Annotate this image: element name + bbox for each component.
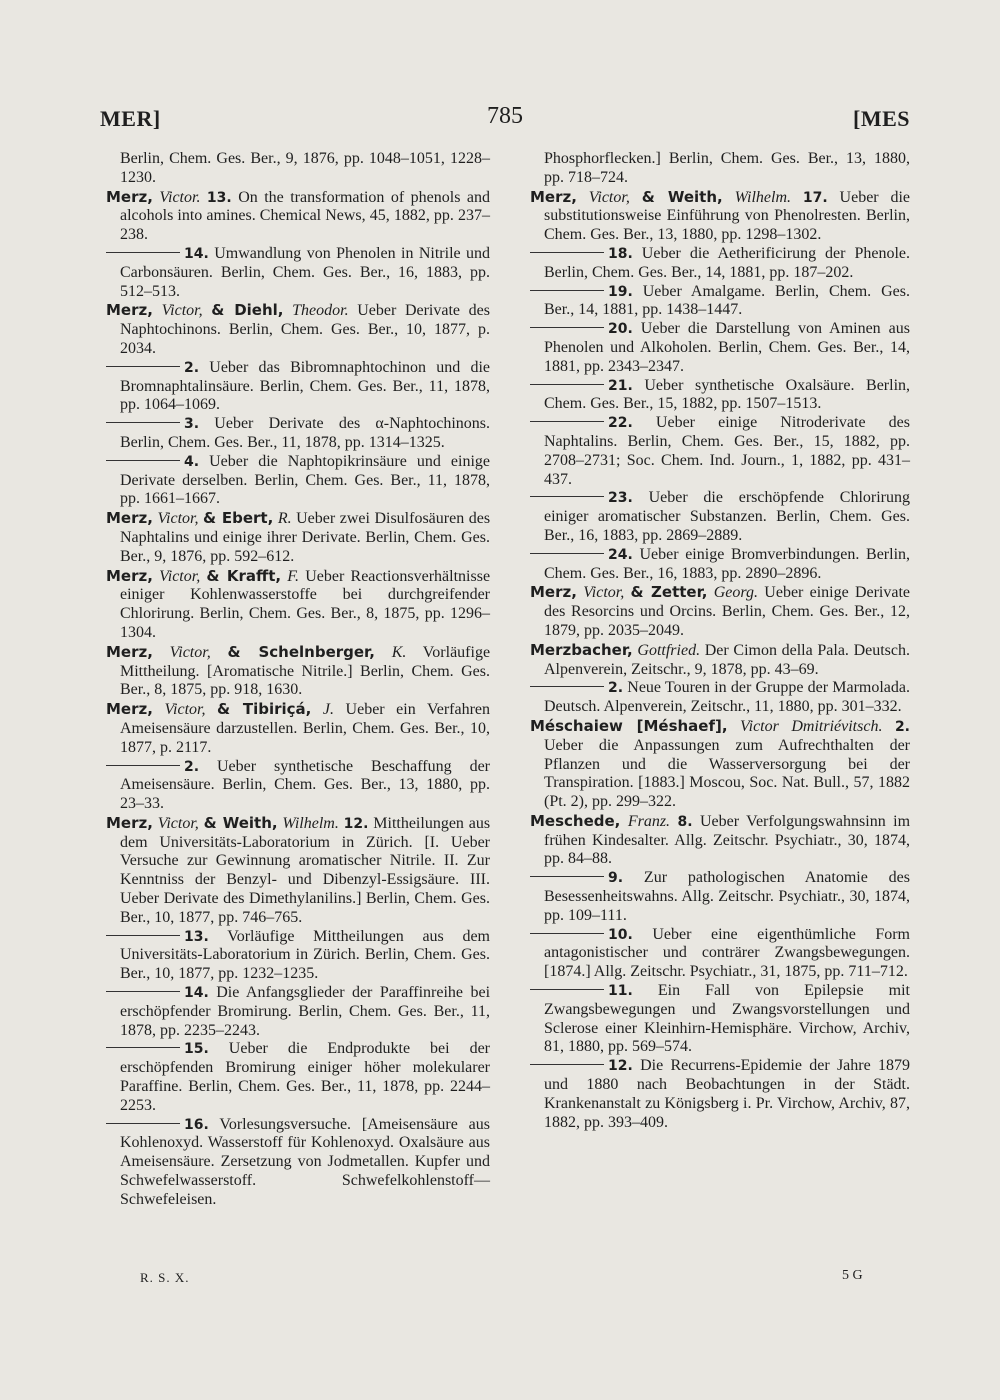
entry-text: Ueber synthetische Beschaffung der Ameisensäure. Berlin, Chem. Ges. Ber., 13, 1880, pp. 23–33. <box>120 757 490 813</box>
bibliography-entry <box>530 679 910 717</box>
entry-number: 16. <box>184 1116 209 1133</box>
bibliography-entry <box>530 812 910 869</box>
bibliography-entry <box>530 982 910 1057</box>
entry-text: Vorläufige Mittheilung. [Aromatische Nitrile.] Berlin, Chem. Ges. Ber., 8, 1875, pp. 918, 1630. <box>120 643 491 699</box>
gathering-mark: 5 G <box>842 1268 863 1283</box>
ditto-dash <box>106 422 180 423</box>
coauthor-forename: Wilhelm. <box>734 188 792 206</box>
entry-text: Ueber die substitutionsweise Einführung von Phenolresten. Berlin, Chem. Ges. Ber., 13, 1880, pp. 1298–1302. <box>544 188 911 244</box>
entry-number: 17. <box>802 189 828 206</box>
entry-number: 2. <box>184 758 200 775</box>
coauthor-name: & Weith, <box>203 813 278 832</box>
entry-text: Der Cimon della Pala. Deutsch. Alpenverein, Zeitschr., 9, 1878, pp. 43–69. <box>544 641 911 678</box>
bibliography-entry <box>106 758 490 814</box>
author-forename: Victor, <box>161 302 203 320</box>
author-forename: Victor, <box>588 188 630 206</box>
entry-text: On the transformation of phenols and alcohols into amines. Chemical News, 45, 1882, pp. 237–238. <box>120 188 491 244</box>
entry-text: Ueber die Endprodukte bei der erschöpfenden Bromirung einiger höher molekularer Paraffine. Berlin, Chem. Ges. Ber., 11, 1878, pp. 2244–2253. <box>120 1040 490 1114</box>
bibliography-entry <box>106 1116 490 1210</box>
author-forename: Franz. <box>627 812 671 830</box>
entry-number: 13. <box>206 189 232 206</box>
bibliography-entry <box>530 869 910 925</box>
entry-number: 18. <box>608 245 633 262</box>
bibliography-entry <box>530 489 910 545</box>
bibliography-entry <box>106 415 490 453</box>
author-name: Merz, <box>106 813 153 832</box>
bibliography-entry <box>106 188 490 245</box>
bibliography-entry <box>530 283 910 321</box>
entry-text: Ueber das Bibromnaphtochinon und die Bromnaphtalinsäure. Berlin, Chem. Ges. Ber., 11, 1878, pp. 1064–1069. <box>120 358 490 414</box>
entry-number: 14. <box>184 985 209 1002</box>
bibliography-entry <box>530 717 910 812</box>
entry-text: Ueber die Darstellung von Aminen aus Phenolen und Alkoholen. Berlin, Chem. Ges. Ber., 14, 1881, pp. 2343–2347. <box>544 320 910 375</box>
author-forename: Victor. <box>159 188 201 206</box>
bibliography-entry <box>106 567 490 643</box>
entry-text: Ueber die erschöpfende Chlorirung einiger aromatischer Substanzen. Berlin, Chem. Ges. Ber., 16, 1883, pp. 2869–2889. <box>544 489 911 544</box>
ditto-dash <box>106 991 180 992</box>
author-name: Meschede, <box>530 811 621 830</box>
author-forename: Victor, <box>157 814 199 832</box>
ditto-dash <box>530 876 604 877</box>
ditto-dash <box>530 421 604 422</box>
entry-text: Ein Fall von Epilepsie mit Zwangsbewegungen und Zwangsvorstellungen und Sclerose einer Kleinhirn-Hemisphäre. Virchow, Archiv, 81, 1880, pp. 569–574. <box>544 982 911 1056</box>
entry-number: 2. <box>608 680 624 697</box>
entry-number: 10. <box>608 926 633 943</box>
entry-number: 11. <box>608 983 633 1000</box>
bibliography-entry <box>106 150 490 188</box>
entry-number: 22. <box>608 415 633 432</box>
entry-text: Ueber einige Derivate des Resorcins und Orcins. Berlin, Chem. Ges. Ber., 12, 1879, pp. 2035–2049. <box>544 584 911 639</box>
bibliography-entry <box>530 245 910 283</box>
ditto-dash <box>530 686 604 687</box>
ditto-dash <box>530 1064 604 1065</box>
entry-text: Ueber die Anpassungen zum Aufrechthalten der Pflanzen und die Wasserversorgung bei der Transpiration. [1883.] Moscou, Soc. Nat. Bull., 57, 1882 (Pt. 2), pp. 299–322. <box>544 736 910 811</box>
entry-text: Ueber einige Bromverbindungen. Berlin, Chem. Ges. Ber., 16, 1883, pp. 2890–2896. <box>544 545 911 582</box>
entry-text: Ueber ein Verfahren Ameisensäure darzustellen. Berlin, Chem. Ges. Ber., 10, 1877, p. 2117. <box>120 701 491 756</box>
author-forename: Victor, <box>157 510 199 528</box>
coauthor-forename: Georg. <box>713 584 759 602</box>
ditto-dash <box>530 553 604 554</box>
author-name: Merz, <box>106 566 153 585</box>
bibliography-entry <box>530 583 910 640</box>
entry-number: 12. <box>343 815 369 832</box>
ditto-dash <box>530 252 604 253</box>
entry-number: 21. <box>608 377 633 394</box>
coauthor-name: & Schelnberger, <box>227 642 375 661</box>
bibliography-entry <box>106 1040 490 1115</box>
header-right-range: [MES <box>853 106 910 131</box>
entry-text: Ueber Reactionsverhältnisse einiger Kohlenwasserstoffe bei durchgreifender Chlorirung. Berlin, Chem. Ges. Ber., 8, 1875, pp. 1296–1304. <box>120 567 491 641</box>
bibliography-entry <box>106 984 490 1040</box>
entry-text: Ueber die Naphtopikrinsäure und einige Derivate derselben. Berlin, Chem. Ges. Ber., 11, 1878, pp. 1661–1667. <box>120 452 490 508</box>
entry-text: Die Anfangsglieder der Paraffinreihe bei erschöpfender Bromirung. Berlin, Chem. Ges. Ber., 11, 1878, pp. 2235–2243. <box>120 984 491 1039</box>
header-left-range: MER] <box>100 106 161 131</box>
entry-text: Ueber Derivate des α-Naphtochinons. Berlin, Chem. Ges. Ber., 11, 1878, pp. 1314–1325. <box>120 415 491 451</box>
author-forename: Victor, <box>169 643 211 661</box>
ditto-dash <box>106 252 180 253</box>
coauthor-forename: R. <box>277 510 292 528</box>
author-name: Méschaiew [Méshaef], <box>530 716 728 735</box>
coauthor-name: & Ebert, <box>203 509 274 528</box>
bibliography-entry <box>530 414 910 489</box>
ditto-dash <box>530 989 604 990</box>
entry-text: Mittheilungen aus dem Universitäts-Laboratorium in Zürich. [I. Ueber Versuche zur Gewinnung aromatischer Nitrile. II. Zur Kenntniss der Benzyl- und Dibenzyl-Essigsäure. III. Ueber Derivate des Dimethylanilins.] Berlin, Chem. Ges. Ber., 10, 1877, pp. 746–765. <box>120 814 491 926</box>
coauthor-name: & Diehl, <box>211 301 284 320</box>
ditto-dash <box>106 765 180 766</box>
author-name: Merz, <box>106 301 153 320</box>
entry-number: 13. <box>184 928 209 945</box>
coauthor-forename: Theodor. <box>292 302 349 320</box>
author-forename: Victor Dmitriévitsch. <box>740 717 883 735</box>
author-name: Merz, <box>530 187 577 206</box>
ditto-dash <box>530 933 604 934</box>
left-column <box>106 150 490 1210</box>
ditto-dash <box>530 290 604 291</box>
ditto-dash <box>106 1047 180 1048</box>
entry-number: 14. <box>184 245 209 262</box>
coauthor-forename: J. <box>322 701 335 719</box>
entry-number: 15. <box>184 1041 209 1058</box>
entry-number: 4. <box>184 453 200 470</box>
author-forename: Victor, <box>164 701 206 719</box>
coauthor-name: & Krafft, <box>206 566 282 585</box>
entry-text: Ueber die Aetherificirung der Phenole. Berlin, Chem. Ges. Ber., 14, 1881, pp. 187–202. <box>544 244 910 281</box>
bibliography-entry <box>530 926 910 982</box>
bibliography-entry <box>530 188 910 245</box>
entry-text: Berlin, Chem. Ges. Ber., 9, 1876, pp. 1048–1051, 1228–1230. <box>120 150 490 186</box>
bibliography-entry <box>106 359 490 415</box>
ditto-dash <box>530 496 604 497</box>
ditto-dash <box>530 327 604 328</box>
entry-text: Die Recurrens-Epidemie der Jahre 1879 und 1880 nach Beobachtungen in der Städt. Krankenanstalt zu Königsberg i. Pr. Virchow, Archiv, 87, 1882, pp. 393–409. <box>544 1057 910 1131</box>
author-name: Merz, <box>106 642 153 661</box>
right-column <box>530 150 910 1132</box>
bibliography-entry <box>106 700 490 757</box>
author-forename: Victor, <box>159 567 201 585</box>
coauthor-name: & Tibiriçá, <box>217 700 312 719</box>
entry-text: Ueber eine eigenthümliche Form antagonistischer und conträrer Zwangsbewegungen. [1874.] Allg. Zeitschr. Psychiatr., 31, 1875, pp. 711–712. <box>544 925 911 981</box>
entry-number: 20. <box>608 321 633 338</box>
entry-text: Ueber Derivate des Naphtochinons. Berlin, Chem. Ges. Ber., 10, 1877, p. 2034. <box>120 302 490 357</box>
author-name: Merz, <box>106 700 153 719</box>
entry-number: 24. <box>608 546 633 563</box>
entry-number: 23. <box>608 490 633 507</box>
entry-number: 3. <box>184 416 200 433</box>
entry-text: Umwandlung von Phenolen in Nitrile und Carbonsäuren. Berlin, Chem. Ges. Ber., 16, 1883, pp. 512–513. <box>120 244 491 300</box>
entry-number: 8. <box>677 813 693 830</box>
coauthor-name: & Weith, <box>641 187 723 206</box>
coauthor-name: & Zetter, <box>630 583 708 602</box>
author-forename: Gottfried. <box>637 641 701 659</box>
signature-mark: R. S. X. <box>140 1270 190 1285</box>
ditto-dash <box>106 460 180 461</box>
bibliography-entry <box>106 928 490 984</box>
bibliography-entry <box>530 377 910 415</box>
entry-text: Phosphorflecken.] Berlin, Chem. Ges. Ber., 13, 1880, pp. 718–724. <box>544 150 910 186</box>
entry-number: 9. <box>608 870 624 887</box>
entry-number: 19. <box>608 283 633 300</box>
bibliography-entry <box>530 1057 910 1132</box>
bibliography-entry <box>106 453 490 509</box>
bibliography-entry <box>530 150 910 188</box>
bibliography-entry <box>530 641 910 680</box>
author-name: Merzbacher, <box>530 640 633 659</box>
entry-number: 2. <box>184 359 200 376</box>
entry-text: Ueber Amalgame. Berlin, Chem. Ges. Ber., 14, 1881, pp. 1438–1447. <box>544 282 910 319</box>
page-number: 785 <box>487 103 523 129</box>
page-header <box>100 103 910 140</box>
entry-text: Ueber zwei Disulfosäuren des Naphtalins und einige ihrer Derivate. Berlin, Chem. Ges. Ber., 9, 1876, pp. 592–612. <box>120 510 491 565</box>
bibliography-entry <box>106 814 490 928</box>
entry-number: 12. <box>608 1058 633 1075</box>
bibliography-entry <box>106 245 490 301</box>
entry-text: Zur pathologischen Anatomie des Besessenheitswahns. Allg. Zeitschr. Psychiatr., 30, 1874, pp. 109–111. <box>544 869 910 924</box>
coauthor-forename: Wilhelm. <box>282 814 339 832</box>
entry-text: Vorläufige Mittheilungen aus dem Universitäts-Laboratorium in Zürich. Berlin, Chem. Ges. Ber., 10, 1877, pp. 1232–1235. <box>120 927 490 983</box>
ditto-dash <box>106 366 180 367</box>
entry-text: Ueber einige Nitroderivate des Naphtalins. Berlin, Chem. Ges. Ber., 15, 1882, pp. 2708–2731; Soc. Chem. Ind. Journ., 1, 1882, pp. 431–437. <box>544 414 910 488</box>
entry-text: Ueber synthetische Oxalsäure. Berlin, Chem. Ges. Ber., 15, 1882, pp. 1507–1513. <box>544 376 911 413</box>
ditto-dash <box>530 384 604 385</box>
author-name: Merz, <box>106 187 153 206</box>
author-forename: Victor, <box>583 584 625 602</box>
ditto-dash <box>106 1123 180 1124</box>
bibliography-entry <box>530 320 910 376</box>
coauthor-forename: K. <box>391 643 407 661</box>
author-name: Merz, <box>530 583 577 602</box>
bibliography-entry <box>106 509 490 566</box>
entry-number: 2. <box>894 718 910 735</box>
coauthor-forename: F. <box>287 567 300 585</box>
ditto-dash <box>106 935 180 936</box>
entry-text: Neue Touren in der Gruppe der Marmolada. Deutsch. Alpenverein, Zeitschr., 11, 1880, pp. 301–332. <box>544 679 911 716</box>
bibliography-entry <box>530 546 910 584</box>
bibliography-entry <box>106 301 490 358</box>
bibliography-entry <box>106 643 490 700</box>
entry-text: Vorlesungsversuche. [Ameisensäure aus Kohlenoxyd. Wasserstoff für Kohlenoxyd. Oxalsäure aus Ameisensäure. Zersetzung von Jodmetallen. Kupfer und Schwefelwasserstoff. Schwefelkohlenstoff—Schwefeleisen. <box>120 1115 490 1208</box>
author-name: Merz, <box>106 509 153 528</box>
entry-text: Ueber Verfolgungswahnsinn im frühen Kindesalter. Allg. Zeitschr. Psychiatr., 30, 1874, pp. 84–88. <box>544 812 911 868</box>
